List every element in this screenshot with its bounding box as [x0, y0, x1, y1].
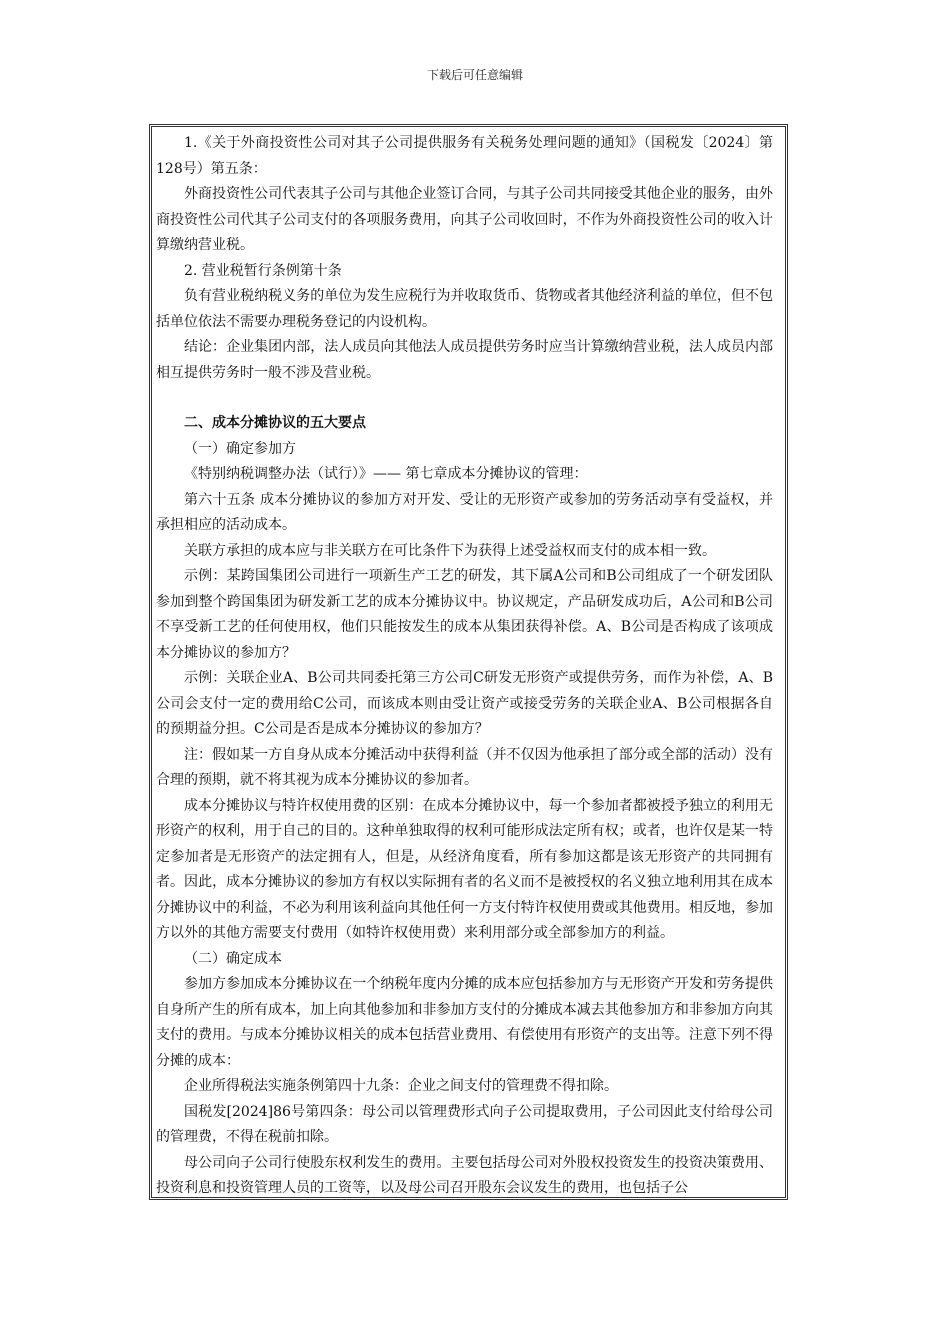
document-body [152, 127, 785, 1200]
paragraph: 成本分摊协议与特许权使用费的区别：在成本分摊协议中，每一个参加者都被授予独立的利用无形资产的权利，用于自己的目的。这种单独取得的权利可能形成法定所有权；或者，也许仅是某一特定参加者是无形资产的法定拥有人，但是，从经济角度看，所有参加这都是该无形资产的共同拥有者。因此，成本分摊协议的参加方有权以实际拥有者的名义而不是被授权的名义独立地利用其在成本分摊协议中的利益，不必为利用该利益向其他任何一方支付特许权使用费或其他费用。相反地，参加方以外的其他方需要支付费用（如特许权使用费）来利用部分或全部参加方的利益。 [156, 797, 773, 941]
paragraph: 2. 营业税暂行条例第十条 [184, 262, 342, 279]
paragraph: 结论：企业集团内部，法人成员向其他法人成员提供劳务时应当计算缴纳营业税，法人成员内部相互提供劳务时一般不涉及营业税。 [156, 339, 773, 381]
page-header: 下载后可任意编辑 [426, 68, 523, 82]
paragraph: 《特别纳税调整办法（试行）》—— 第七章成本分摊协议的管理： [184, 466, 588, 482]
subsection-heading: （一）确定参加方 [184, 440, 296, 457]
paragraph: 注：假如某一方自身从成本分摊活动中获得利益（并不仅因为他承担了部分或全部的活动）没有合理的预期，就不将其视为成本分摊协议的参加者。 [156, 746, 773, 788]
paragraph: 国税发[2024]86号第四条：母公司以管理费形式向子公司提取费用，子公司因此支付给母公司的管理费，不得在税前扣除。 [156, 1103, 773, 1145]
paragraph: 示例：某跨国集团公司进行一项新生产工艺的研发，其下属A公司和B公司组成了一个研发团队参加到整个跨国集团为研发新工艺的成本分摊协议中。协议规定，产品研发成功后，A公司和B公司不享受新工艺的任何使用权，他们只能按发生的成本从集团获得补偿。A、B公司是否构成了该项成本分摊协议的参加方？ [156, 568, 773, 661]
document-frame [149, 124, 788, 1200]
paragraph: 母公司向子公司行使股东权利发生的费用。主要包括母公司对外股权投资发生的投资决策费用、投资利息和投资管理人员的工资等，以及母公司召开股东会议发生的费用，也包括子公 [156, 1154, 773, 1196]
paragraph: 1.《关于外商投资性公司对其子公司提供服务有关税务处理问题的通知》（国税发〔2024〕第128号）第五条： [156, 135, 773, 177]
paragraph: 参加方参加成本分摊协议在一个纳税年度内分摊的成本应包括参加方与无形资产开发和劳务提供自身所产生的所有成本，加上向其他参加和非参加方支付的分摊成本减去其他参加方和非参加方向其支付的费用。与成本分摊协议相关的成本包括营业费用、有偿使用有形资产的支出等。注意下列不得分摊的成本： [156, 976, 773, 1069]
subsection-heading: （二）确定成本 [184, 950, 282, 967]
paragraph: 第六十五条 成本分摊协议的参加方对开发、受让的无形资产或参加的劳务活动享有受益权，并承担相应的活动成本。 [156, 491, 773, 533]
paragraph: 示例：关联企业A、B公司共同委托第三方公司C研发无形资产或提供劳务，而作为补偿，A、B公司会支付一定的费用给C公司，而该成本则由受让资产或接受劳务的关联企业A、B公司根据各自的预期益分担。C公司是否是成本分摊协议的参加方？ [156, 670, 773, 737]
paragraph: 关联方承担的成本应与非关联方在可比条件下为获得上述受益权而支付的成本相一致。 [184, 542, 716, 559]
paragraph: 企业所得税法实施条例第四十九条：企业之间支付的管理费不得扣除。 [184, 1078, 618, 1094]
blank-line [156, 386, 773, 411]
section-heading: 二、成本分摊协议的五大要点 [184, 415, 366, 431]
paragraph: 外商投资性公司代表其子公司与其他企业签订合同，与其子公司共同接受其他企业的服务，由外商投资性公司代其子公司支付的各项服务费用，向其子公司收回时，不作为外商投资性公司的收入计算缴纳营业税。 [156, 186, 773, 253]
paragraph: 负有营业税纳税义务的单位为发生应税行为并收取货币、货物或者其他经济利益的单位，但不包括单位依法不需要办理税务登记的内设机构。 [156, 288, 773, 330]
